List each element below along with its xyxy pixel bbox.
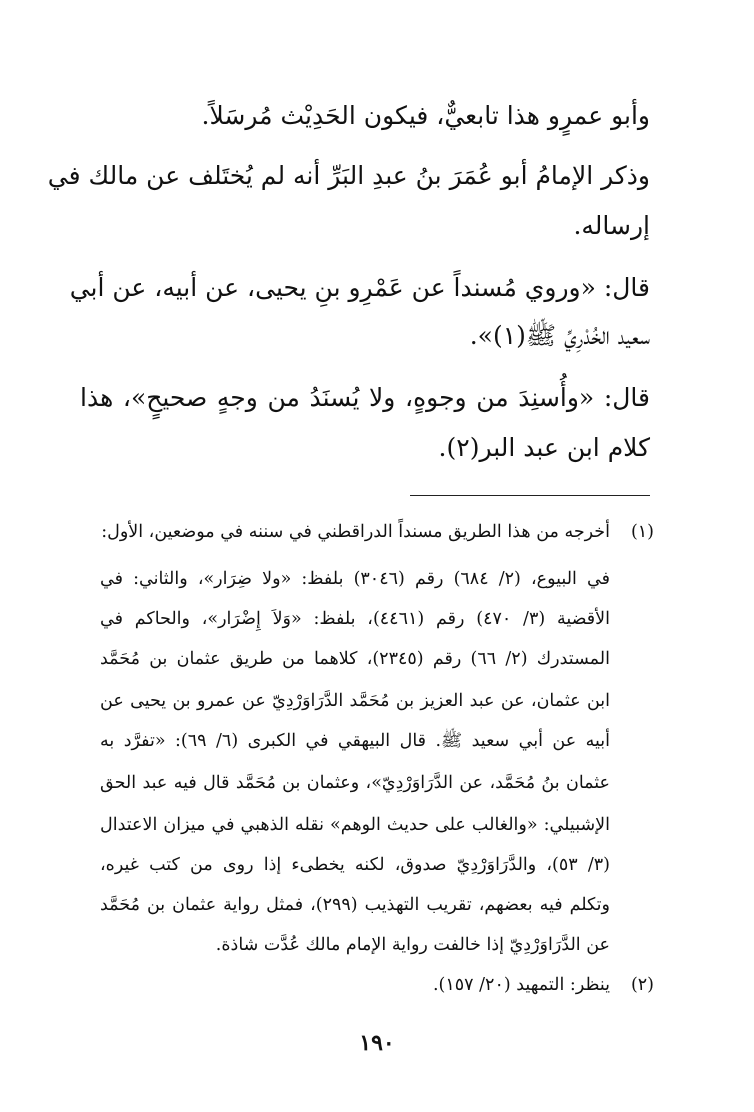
footnote-1-line: الإشبيلي: «والغالب على حديث الوهم» نقله الذهبي في ميزان الاعتدال: [100, 815, 610, 835]
main-text-line-7: كلام ابن عبد البر(٢).: [438, 433, 650, 462]
footnote-1-line: عن الدَّرَاوَرْدِيّ إذا خالفت رواية الإمام مالك عُدَّت شاذة.: [215, 935, 610, 955]
main-text-line-2: وذكر الإمامُ أبو عُمَرَ بنُ عبدِ البَرِّ أنه لم يُختَلف عن مالك في: [47, 161, 650, 190]
main-text-line-6: قال: «وأُسنِدَ من وجوهٍ، ولا يُسنَدُ من وجهٍ صحيحٍ»، هذا: [80, 383, 650, 412]
footnote-1-line: وتكلم فيه بعضهم، تقريب التهذيب (٢٩٩)، فمثل رواية عثمان بن مُحَمَّد: [100, 895, 610, 915]
footnote-1-number: (١): [630, 522, 654, 542]
footnote-1-line: ابن عثمان، عن عبد العزيز بن مُحَمَّد الدَّرَاوَرْدِيّ عن عمرو بن يحيى عن: [100, 691, 610, 711]
footnote-1-line: المستدرك (٢/ ٦٦) رقم (٢٣٤٥)، كلاهما من طريق عثمان بن مُحَمَّد: [100, 649, 610, 669]
footnote-separator: [410, 495, 650, 496]
footnote-1-line: في البيوع، (٢/ ٦٨٤) رقم (٣٠٤٦) بلفظ: «ولا ضِرَار»، والثاني: في: [100, 569, 610, 589]
main-text-line-4: قال: «وروي مُسنداً عن عَمْرِو بنِ يحيى، عن أبيه، عن أبي: [69, 273, 650, 302]
footnote-1-line: (٣/ ٥٣)، والدَّرَاوَرْدِيّ صدوق، لكنه يخطىء إذا روى من كتب غيره،: [100, 855, 610, 875]
footnote-1-line: عثمان بنُ مُحَمَّد، عن الدَّرَاوَرْدِيّ»، وعثمان بن مُحَمَّد قال فيه عبد الحق: [100, 773, 610, 793]
footnote-2-text: ينظر: التمهيد (٢٠/ ١٥٧).: [432, 975, 610, 995]
footnote-1-line: أبيه عن أبي سعيد ﷺ. قال البيهقي في الكبرى (٦/ ٦٩): «تفرَّد به: [100, 731, 610, 751]
main-text-line-1: وأبو عمرٍو هذا تابعيٌّ، فيكون الحَدِيْث مُرسَلاً.: [201, 101, 650, 130]
footnote-1-line: الأقضية (٣/ ٤٧٠) رقم (٤٤٦١)، بلفظ: «وَلاَ إِضْرَار»، والحاكم في: [100, 609, 611, 629]
footnote-1-line: أخرجه من هذا الطريق مسنداً الدراقطني في سننه في موضعين، الأول:: [101, 522, 610, 542]
main-text-line-3: إرساله.: [573, 211, 650, 240]
footnote-2-number: (٢): [630, 975, 654, 995]
page-number: ١٩٠: [359, 1030, 395, 1056]
main-text-line-5: سعيد الخُدْرِيِّ ﷺ(١)».: [469, 321, 650, 350]
